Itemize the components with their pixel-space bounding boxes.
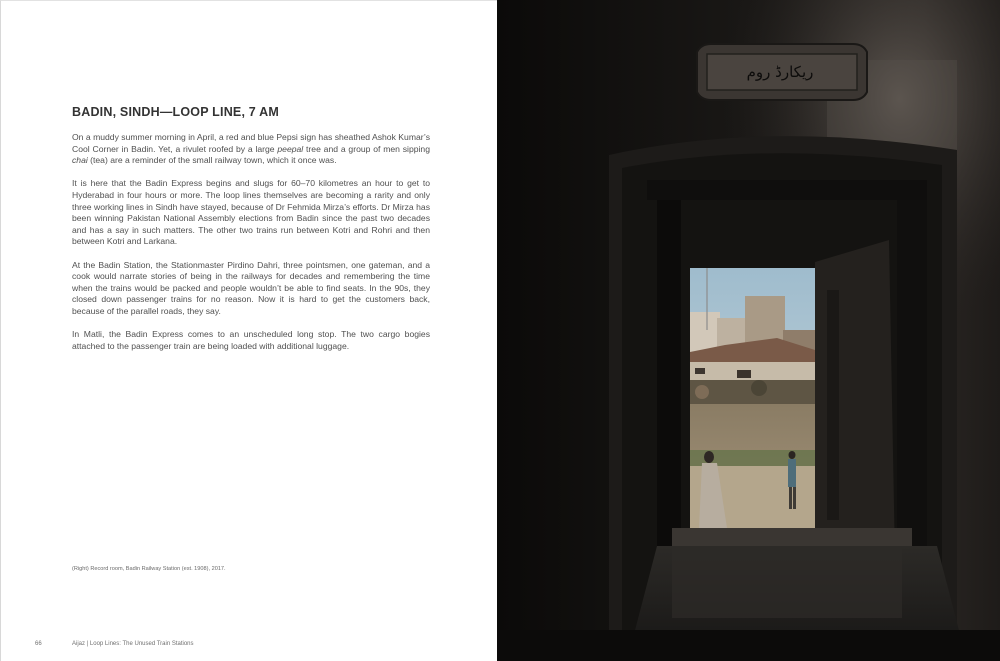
running-head: Aijaz | Loop Lines: The Unused Train Stations	[72, 641, 194, 647]
paragraph-2: It is here that the Badin Express begins and slugs for 60–70 kilometres an hour to get to Hyderabad in four hours or more. The loop lines themselves are becoming a rarity and only three working lines in Sindh have stayed, because of Dr Fehmida Mirza’s efforts. Dr Mirza has been winning Pakistan National Assembly elections from Badin since the past two decades and has a say in such matters. The other two trains run between Kotri and Rohri and then between Kotri and Larkana.	[72, 178, 430, 247]
article-heading: BADIN, SINDH—LOOP LINE, 7 AM	[72, 105, 280, 119]
p1-text-a: On a muddy summer morning in April, a red and blue Pepsi sign has sheathed Ashok Kumar’s Cool Corner in Badin. Yet, a rivulet roofed by a large	[72, 132, 430, 154]
photo-record-room	[497, 0, 1000, 661]
article-body	[72, 132, 430, 364]
photo-caption: (Right) Record room, Badin Railway Station (est. 1908), 2017.	[72, 566, 226, 572]
paragraph-4: In Matli, the Badin Express comes to an unscheduled long stop. The two cargo bogies attached to the passenger train are being loaded with additional luggage.	[72, 329, 430, 351]
photo-image	[497, 0, 1000, 661]
record-room-sign: ریکارڈ روم	[746, 63, 814, 81]
p1-italic-chai: chai	[72, 155, 88, 166]
left-page	[0, 0, 497, 661]
paragraph-1	[72, 132, 430, 167]
page-number: 66	[35, 641, 42, 647]
p1-text-e: (tea) are a reminder of the small railway town, which it once was.	[87, 155, 337, 166]
p1-italic-peepal: peepal	[277, 143, 304, 154]
p1-text-c: tree and a group of men sipping	[303, 143, 430, 154]
paragraph-3: At the Badin Station, the Stationmaster Pirdino Dahri, three pointsmen, one gateman, and a cook would narrate stories of being in the railways for decades and remembering the time when the trains would be packed and people wouldn’t be able to find seats. In the 90s, they closed down passenger trains for no reason. Now it is hard to get the customers back, because of the parallel roads, they say.	[72, 259, 430, 316]
